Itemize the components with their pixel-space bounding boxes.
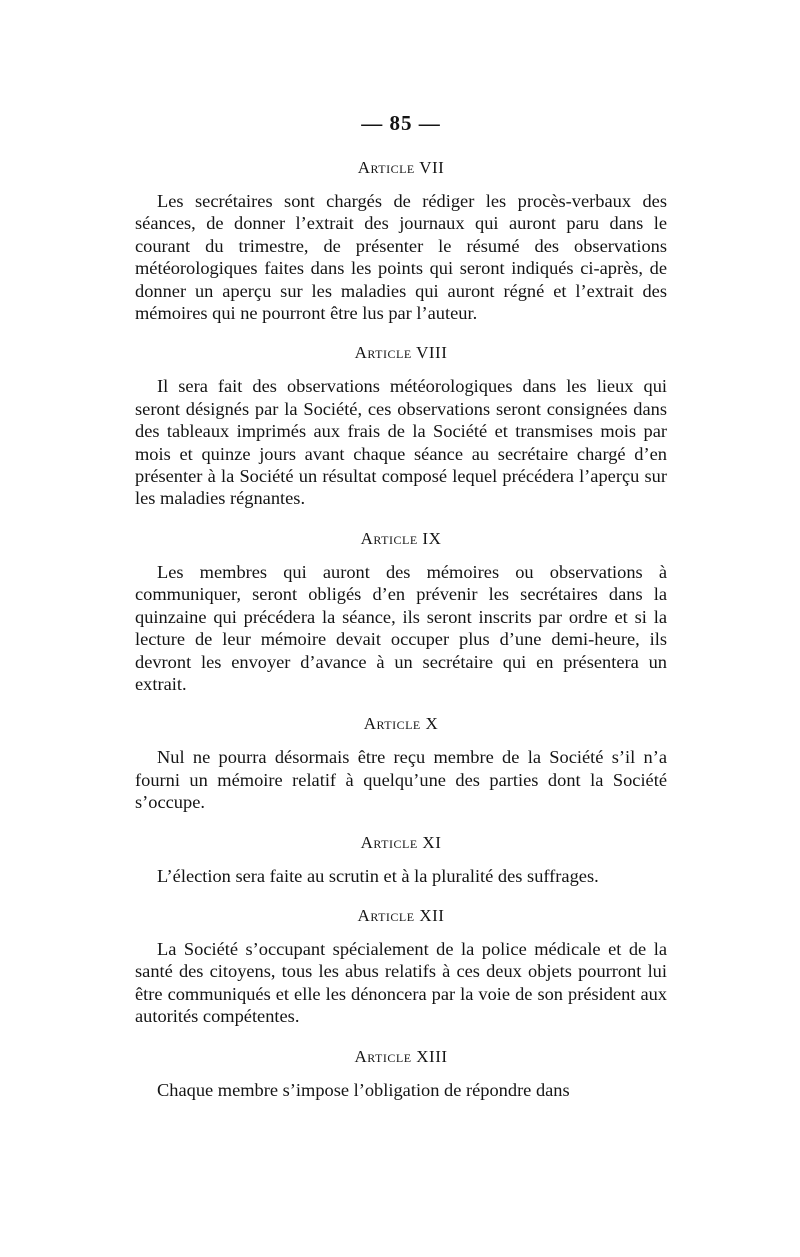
article-body: Les secrétaires sont chargés de rédiger les procès-verbaux des séances, de donner l’extrait des journaux qui auront paru dans le courant du trimestre, de présenter le résumé des observations météorologiques faites dans les points qui seront indiqués ci-après, de donner un aperçu sur les maladies qui auront régné et l’extrait des mémoires qui ne pourront être lus par l’auteur.: [135, 191, 667, 324]
article-heading: Article XI: [360, 832, 442, 852]
article-body: Chaque membre s’impose l’obligation de répondre dans: [157, 1079, 570, 1100]
page-number: — 85 —: [361, 111, 441, 135]
article-body: La Société s’occupant spécialement de la police médicale et de la santé des citoyens, tous les abus relatifs à ces deux objets pourront lui être communiqués et elle les dénoncera par la voie de son président aux autorités compétentes.: [135, 938, 667, 1027]
article-heading: Article IX: [360, 528, 442, 548]
article-heading: Article VII: [357, 158, 445, 177]
article-body: Il sera fait des observations météorologiques dans les lieux qui seront désignés par la Société, ces observations seront consignées dans des tableaux imprimés aux frais de la Société et transmises mois par mois et quinze jours avant chaque séance au secrétaire chargé d’en présenter à la Société un résultat composé lequel précédera l’aperçu sur les maladies régnantes.: [135, 376, 667, 509]
article-body: Nul ne pourra désormais être reçu membre de la Société s’il n’a fourni un mémoire relatif à quelqu’une des parties dont la Société s’occupe.: [135, 747, 667, 813]
article-heading: Article XIII: [354, 1046, 448, 1066]
article-heading: Article X: [363, 714, 439, 734]
document-page: [135, 108, 667, 1101]
article-heading: Article VIII: [354, 343, 448, 363]
article-body: L’élection sera faite au scrutin et à la pluralité des suffrages.: [157, 865, 599, 886]
article-body: Les membres qui auront des mémoires ou observations à communiquer, seront obligés d’en prévenir les secrétaires dans la quinzaine qui précédera la séance, ils seront inscrits par ordre et si la lecture de leur mémoire devait occuper plus d’une demi-heure, ils devront les envoyer d’avance à un secrétaire qui en présentera un extrait.: [135, 561, 667, 694]
article-heading: Article XII: [357, 905, 445, 925]
